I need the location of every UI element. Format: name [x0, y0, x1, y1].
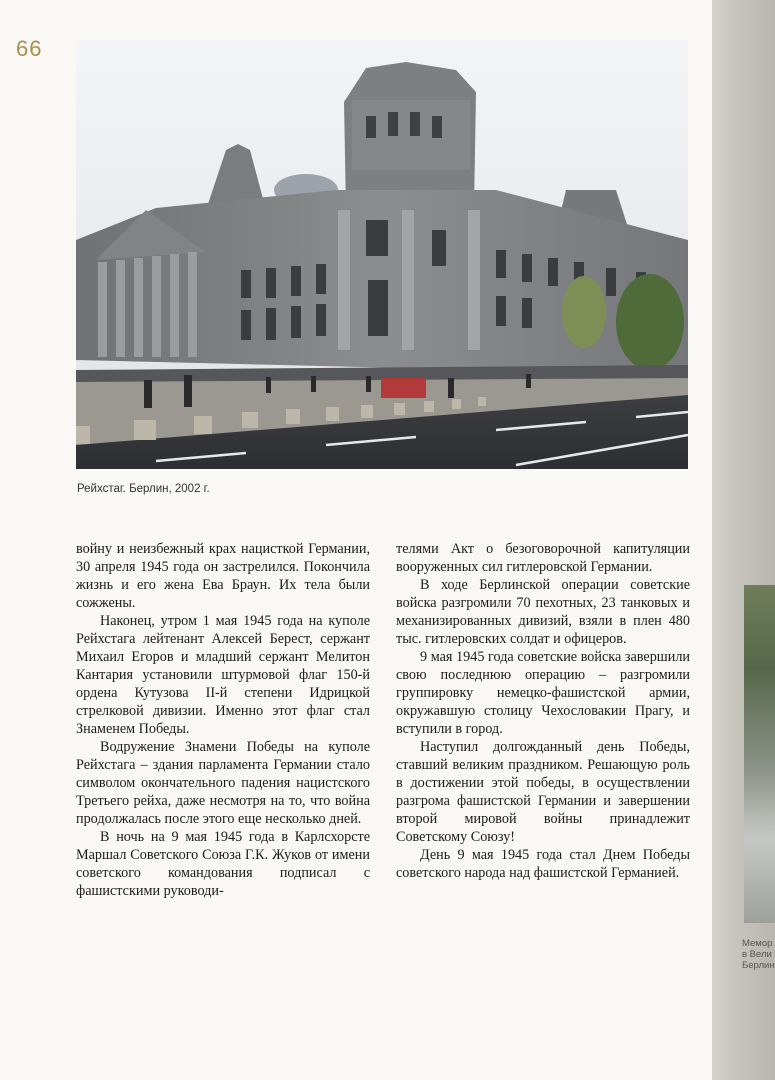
- caption-line: в Вели: [742, 949, 772, 960]
- paragraph: войну и неизбежный крах нацисткой Германии, 30 апреля 1945 года он застрелился. Покончила жизнь и его жена Ева Браун. Их тела были сожжены.: [76, 541, 370, 611]
- paragraph: 9 мая 1945 года советские войска завершили свою последнюю операцию – разгромили группировку немецко-фашистской армии, окружавшую столицу Чехословакии Прагу, и вступили в город.: [396, 649, 690, 737]
- paragraph: В ночь на 9 мая 1945 года в Карлсхорсте Маршал Советского Союза Г.К. Жуков от имени советского командования подписал с фашистскими руководи-: [76, 829, 370, 899]
- adjacent-page-photo: [744, 585, 775, 923]
- paragraph: День 9 мая 1945 года стал Днем Победы советского народа над фашистской Германией.: [396, 847, 690, 881]
- photo-caption: Рейхстаг. Берлин, 2002 г.: [77, 483, 210, 495]
- paragraph: телями Акт о безоговорочной капитуляции вооруженных сил гитлеровской Германии.: [396, 541, 690, 575]
- paragraph: Водружение Знамени Победы на куполе Рейхстага – здания парламента Германии стало символом окончательного падения нацистского Третьего рейха, даже несмотря на то, что война продолжалась после этого еще несколько дней.: [76, 739, 370, 827]
- paragraph: В ходе Берлинской операции советские войска разгромили 70 пехотных, 23 танковых и механизированных дивизий, взяли в плен 480 тыс. гитлеровских солдат и офицеров.: [396, 577, 690, 647]
- page-number: 66: [16, 36, 43, 61]
- caption-line: Берлин: [742, 960, 775, 971]
- reichstag-photo: [76, 40, 688, 469]
- text-column-right: [396, 540, 690, 882]
- paragraph: Наступил долгожданный день Победы, ставший великим праздником. Решающую роль в достижении этой победы, в осуществлении разгрома фашистской Германии и завершении второй мировой войны принадлежит Советскому Союзу!: [396, 739, 690, 845]
- caption-line: Мемор: [742, 938, 773, 949]
- adjacent-page-caption: [742, 938, 775, 971]
- text-column-left: [76, 540, 370, 900]
- paragraph: Наконец, утром 1 мая 1945 года на куполе Рейхстага лейтенант Алексей Берест, сержант Михаил Егоров и младший сержант Мелитон Кантария установили штурмовой флаг 150-й ордена Кутузова II-й степени Идрицкой стрелковой дивизии. Именно этот флаг стал Знаменем Победы.: [76, 613, 370, 737]
